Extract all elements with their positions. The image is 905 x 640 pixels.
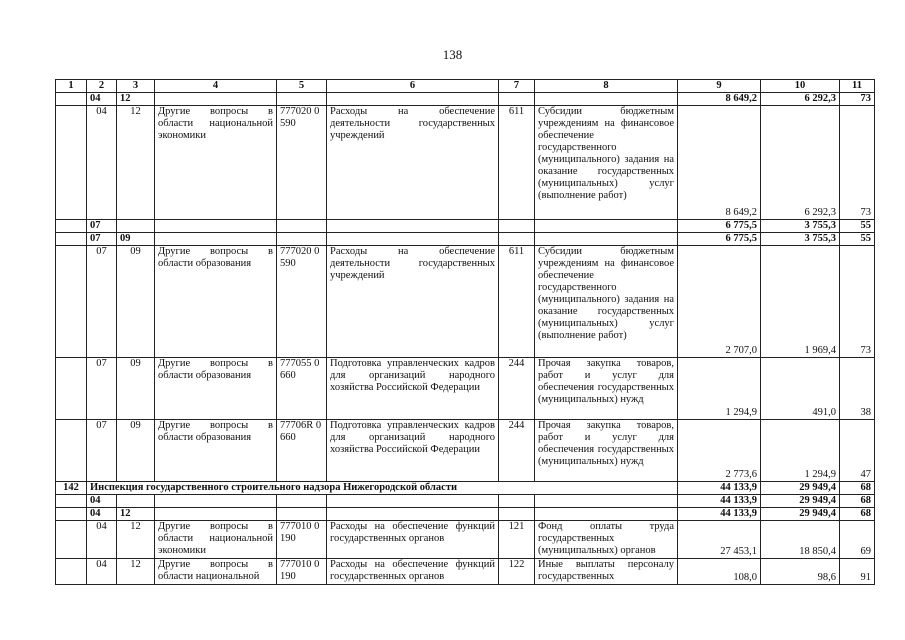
subsection-code: 12 — [117, 559, 155, 585]
budget-table — [55, 79, 875, 585]
cell-empty — [277, 233, 327, 246]
executed-amount: 6 292,3 — [761, 93, 840, 106]
target-article-name: Подготовка управленческих кадров для организаций народного хозяйства Российской Федерации — [327, 358, 499, 420]
planned-amount: 44 133,9 — [678, 482, 761, 495]
table-body — [56, 93, 875, 585]
subtotal-row — [56, 495, 875, 508]
target-article-code: 777010 0190 — [277, 521, 327, 559]
target-article-code: 777020 0590 — [277, 246, 327, 358]
subsection-name: Другие вопросы в области национальной экономики — [155, 521, 277, 559]
target-article-code: 777055 0660 — [277, 358, 327, 420]
cell-empty — [155, 233, 277, 246]
column-header: 2 — [87, 80, 117, 93]
executed-amount: 1 294,9 — [761, 420, 840, 482]
executed-amount: 98,6 — [761, 559, 840, 585]
section-code: 07 — [87, 246, 117, 358]
expense-type-code: 244 — [499, 358, 535, 420]
expense-type-name: Иные выплаты персоналу государственных — [535, 559, 678, 585]
target-article-name: Подготовка управленческих кадров для организаций народного хозяйства Российской Федерации — [327, 420, 499, 482]
planned-amount: 8 649,2 — [678, 106, 761, 220]
target-article-name: Расходы на обеспечение деятельности государственных учреждений — [327, 246, 499, 358]
planned-amount: 2 773,6 — [678, 420, 761, 482]
organization-code: 142 — [56, 482, 87, 495]
execution-percent: 69 — [840, 521, 875, 559]
cell-empty — [327, 233, 499, 246]
subsection-code — [117, 495, 155, 508]
subsection-code: 09 — [117, 246, 155, 358]
execution-percent: 73 — [840, 93, 875, 106]
subsection-name: Другие вопросы в области национальной — [155, 559, 277, 585]
section-code: 04 — [87, 521, 117, 559]
expense-type-name: Прочая закупка товаров, работ и услуг для обеспечения государственных (муниципальных) нужд — [535, 420, 678, 482]
expense-type-name: Субсидии бюджетным учреждениям на финансовое обеспечение государственного (муниципального) задания на оказание государственных (муниципальных) услуг (выполнение работ) — [535, 246, 678, 358]
executed-amount: 18 850,4 — [761, 521, 840, 559]
column-header: 1 — [56, 80, 87, 93]
section-code: 04 — [87, 559, 117, 585]
executed-amount: 6 292,3 — [761, 106, 840, 220]
cell-empty — [535, 220, 678, 233]
column-header: 10 — [761, 80, 840, 93]
cell-empty — [155, 508, 277, 521]
expense-type-code: 121 — [499, 521, 535, 559]
expense-type-name: Прочая закупка товаров, работ и услуг для обеспечения государственных (муниципальных) нужд — [535, 358, 678, 420]
subtotal-row — [56, 220, 875, 233]
expense-type-code: 611 — [499, 106, 535, 220]
target-article-code: 77706R 0660 — [277, 420, 327, 482]
column-header: 11 — [840, 80, 875, 93]
planned-amount: 27 453,1 — [678, 521, 761, 559]
table-row — [56, 246, 875, 358]
cell-empty — [56, 420, 87, 482]
planned-amount: 2 707,0 — [678, 246, 761, 358]
subtotal-row — [56, 233, 875, 246]
section-code: 04 — [87, 106, 117, 220]
planned-amount: 44 133,9 — [678, 495, 761, 508]
subsection-name: Другие вопросы в области образования — [155, 246, 277, 358]
subtotal-row — [56, 93, 875, 106]
executed-amount: 491,0 — [761, 358, 840, 420]
section-code: 04 — [87, 495, 117, 508]
subsection-name: Другие вопросы в области образования — [155, 420, 277, 482]
cell-empty — [56, 246, 87, 358]
cell-empty — [56, 93, 87, 106]
cell-empty — [56, 358, 87, 420]
execution-percent: 73 — [840, 246, 875, 358]
execution-percent: 68 — [840, 508, 875, 521]
cell-empty — [277, 220, 327, 233]
subsection-name: Другие вопросы в области образования — [155, 358, 277, 420]
execution-percent: 91 — [840, 559, 875, 585]
cell-empty — [327, 220, 499, 233]
subsection-code: 09 — [117, 358, 155, 420]
planned-amount: 6 775,5 — [678, 220, 761, 233]
target-article-name: Расходы на обеспечение функций государственных органов — [327, 521, 499, 559]
cell-empty — [327, 93, 499, 106]
cell-empty — [535, 93, 678, 106]
column-header: 3 — [117, 80, 155, 93]
section-code: 04 — [87, 93, 117, 106]
subsection-code: 12 — [117, 106, 155, 220]
cell-empty — [155, 220, 277, 233]
table-row — [56, 420, 875, 482]
planned-amount: 44 133,9 — [678, 508, 761, 521]
column-header: 7 — [499, 80, 535, 93]
section-code: 07 — [87, 220, 117, 233]
cell-empty — [277, 508, 327, 521]
subsection-code — [117, 220, 155, 233]
execution-percent: 55 — [840, 220, 875, 233]
section-code: 07 — [87, 233, 117, 246]
cell-empty — [56, 521, 87, 559]
cell-empty — [499, 495, 535, 508]
target-article-code: 777020 0590 — [277, 106, 327, 220]
cell-empty — [56, 559, 87, 585]
planned-amount: 1 294,9 — [678, 358, 761, 420]
executed-amount: 29 949,4 — [761, 508, 840, 521]
cell-empty — [499, 220, 535, 233]
executed-amount: 1 969,4 — [761, 246, 840, 358]
cell-empty — [155, 495, 277, 508]
executed-amount: 29 949,4 — [761, 495, 840, 508]
expense-type-name: Фонд оплаты труда государственных (муниципальных) органов — [535, 521, 678, 559]
organization-row — [56, 482, 875, 495]
subsection-code: 12 — [117, 508, 155, 521]
execution-percent: 68 — [840, 482, 875, 495]
column-header: 8 — [535, 80, 678, 93]
cell-empty — [56, 220, 87, 233]
table-row — [56, 358, 875, 420]
section-code: 04 — [87, 508, 117, 521]
planned-amount: 108,0 — [678, 559, 761, 585]
expense-type-code: 611 — [499, 246, 535, 358]
cell-empty — [155, 93, 277, 106]
cell-empty — [56, 106, 87, 220]
cell-empty — [535, 495, 678, 508]
cell-empty — [535, 233, 678, 246]
execution-percent: 38 — [840, 358, 875, 420]
column-header: 5 — [277, 80, 327, 93]
execution-percent: 47 — [840, 420, 875, 482]
header-row — [56, 80, 875, 93]
table-row — [56, 106, 875, 220]
executed-amount: 29 949,4 — [761, 482, 840, 495]
target-article-name: Расходы на обеспечение деятельности государственных учреждений — [327, 106, 499, 220]
executed-amount: 3 755,3 — [761, 220, 840, 233]
target-article-name: Расходы на обеспечение функций государственных органов — [327, 559, 499, 585]
target-article-code: 777010 0190 — [277, 559, 327, 585]
cell-empty — [56, 233, 87, 246]
subsection-code: 12 — [117, 93, 155, 106]
execution-percent: 73 — [840, 106, 875, 220]
expense-type-name: Субсидии бюджетным учреждениям на финансовое обеспечение государственного (муниципального) задания на оказание государственных (муниципальных) услуг (выполнение работ) — [535, 106, 678, 220]
subtotal-row — [56, 508, 875, 521]
page-number: 138 — [442, 47, 463, 62]
table-row — [56, 559, 875, 585]
expense-type-code: 244 — [499, 420, 535, 482]
organization-name: Инспекция государственного строительного надзора Нижегородской области — [87, 482, 678, 495]
subsection-code: 09 — [117, 420, 155, 482]
planned-amount: 8 649,2 — [678, 93, 761, 106]
cell-empty — [499, 508, 535, 521]
cell-empty — [327, 495, 499, 508]
cell-empty — [327, 508, 499, 521]
column-header: 4 — [155, 80, 277, 93]
subsection-name: Другие вопросы в области национальной экономики — [155, 106, 277, 220]
cell-empty — [277, 495, 327, 508]
cell-empty — [535, 508, 678, 521]
cell-empty — [56, 495, 87, 508]
table-row — [56, 521, 875, 559]
execution-percent: 68 — [840, 495, 875, 508]
expense-type-code: 122 — [499, 559, 535, 585]
executed-amount: 3 755,3 — [761, 233, 840, 246]
subsection-code: 12 — [117, 521, 155, 559]
subsection-code: 09 — [117, 233, 155, 246]
cell-empty — [277, 93, 327, 106]
section-code: 07 — [87, 420, 117, 482]
execution-percent: 55 — [840, 233, 875, 246]
section-code: 07 — [87, 358, 117, 420]
cell-empty — [499, 93, 535, 106]
column-header: 6 — [327, 80, 499, 93]
column-header: 9 — [678, 80, 761, 93]
planned-amount: 6 775,5 — [678, 233, 761, 246]
cell-empty — [499, 233, 535, 246]
cell-empty — [56, 508, 87, 521]
